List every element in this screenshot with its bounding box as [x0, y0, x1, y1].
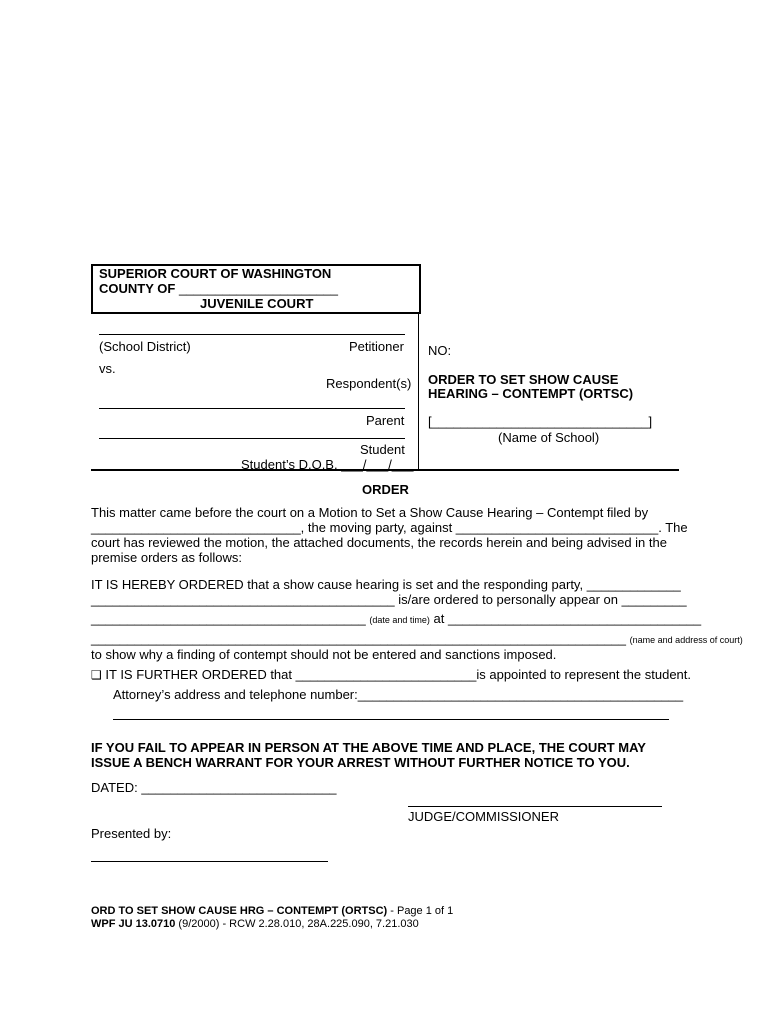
footer-rcw: (9/2000) - RCW 2.28.010, 28A.225.090, 7.21.030	[175, 918, 419, 930]
footer-line1	[91, 905, 453, 917]
judge-label: JUDGE/COMMISSIONER	[408, 809, 559, 824]
court-name: SUPERIOR COURT OF WASHINGTON	[99, 266, 332, 281]
date-time-blank: ______________________________________	[91, 611, 366, 626]
order-heading: ORDER	[362, 482, 409, 497]
dated-line: DATED: ___________________________	[91, 780, 337, 795]
parent-line	[99, 438, 405, 439]
at-label: at	[433, 611, 445, 626]
student-label: Student	[360, 442, 405, 457]
court-location-blank: ___________________________________	[448, 611, 702, 626]
respondent-line	[99, 408, 405, 409]
petitioner-label: Petitioner	[349, 339, 404, 354]
school-name-blank: [______________________________]	[428, 414, 653, 429]
judge-signature-line	[408, 806, 662, 807]
county-blank: ______________________	[178, 281, 339, 296]
respondents-label: Respondent(s)	[326, 376, 412, 391]
para2-line2: __________________________________________ is/are ordered to personally appear on _________	[91, 592, 687, 607]
school-district-line	[99, 334, 405, 335]
student-dob: Student’s D.O.B. ___/___/___	[241, 457, 414, 472]
para1-line1: This matter came before the court on a Motion to Set a Show Cause Hearing – Contempt filed by	[91, 505, 649, 520]
para2-line5: to show why a finding of contempt should not be entered and sanctions imposed.	[91, 647, 557, 662]
school-district-label: (School District)	[99, 339, 191, 354]
county-label: COUNTY OF	[99, 281, 176, 296]
presenter-signature-line	[91, 861, 328, 862]
juvenile-court-label: JUVENILE COURT	[200, 296, 314, 311]
caption-rule	[91, 469, 679, 471]
vs-label: vs.	[99, 361, 116, 376]
footer-page-number: - Page 1 of 1	[387, 905, 454, 917]
para3-line1	[91, 667, 691, 682]
court-address-label: (name and address of court)	[629, 635, 743, 645]
attorney-line: Attorney’s address and telephone number:_____________________________________________	[113, 687, 684, 702]
footer-form-code: WPF JU 13.0710	[91, 918, 176, 930]
document-title-line2: HEARING – CONTEMPT (ORTSC)	[428, 386, 634, 401]
presented-by-label: Presented by:	[91, 826, 172, 841]
court-address-blank: __________________________________________________________________________	[91, 631, 627, 646]
para2-line4	[91, 631, 743, 646]
case-number-label: NO:	[428, 343, 452, 358]
further-ordered-text: IT IS FURTHER ORDERED that _________________________is appointed to represent the student.	[105, 667, 692, 682]
para1-line4: premise orders as follows:	[91, 550, 242, 565]
footer-line2	[91, 918, 419, 930]
para2-line1: IT IS HEREBY ORDERED that a show cause hearing is set and the responding party, _____________	[91, 577, 681, 592]
attorney-blank-line	[113, 719, 669, 720]
warning-line1: IF YOU FAIL TO APPEAR IN PERSON AT THE ABOVE TIME AND PLACE, THE COURT MAY	[91, 740, 646, 755]
parent-label: Parent	[366, 413, 405, 428]
para1-line2: _____________________________, the moving party, against ____________________________. The	[91, 520, 688, 535]
para1-line3: court has reviewed the motion, the attached documents, the records herein and being advised in the	[91, 535, 667, 550]
county-line	[99, 281, 338, 296]
school-name-label: (Name of School)	[498, 430, 600, 445]
checkbox-icon[interactable]: ❑	[91, 668, 102, 682]
para2-line3	[91, 611, 701, 626]
caption-divider	[418, 312, 419, 470]
warning-line2: ISSUE A BENCH WARRANT FOR YOUR ARREST WITHOUT FURTHER NOTICE TO YOU.	[91, 755, 630, 770]
date-time-label: (date and time)	[369, 615, 430, 625]
document-title-line1: ORDER TO SET SHOW CAUSE	[428, 372, 619, 387]
footer-form-title: ORD TO SET SHOW CAUSE HRG – CONTEMPT (ORTSC)	[91, 905, 388, 917]
